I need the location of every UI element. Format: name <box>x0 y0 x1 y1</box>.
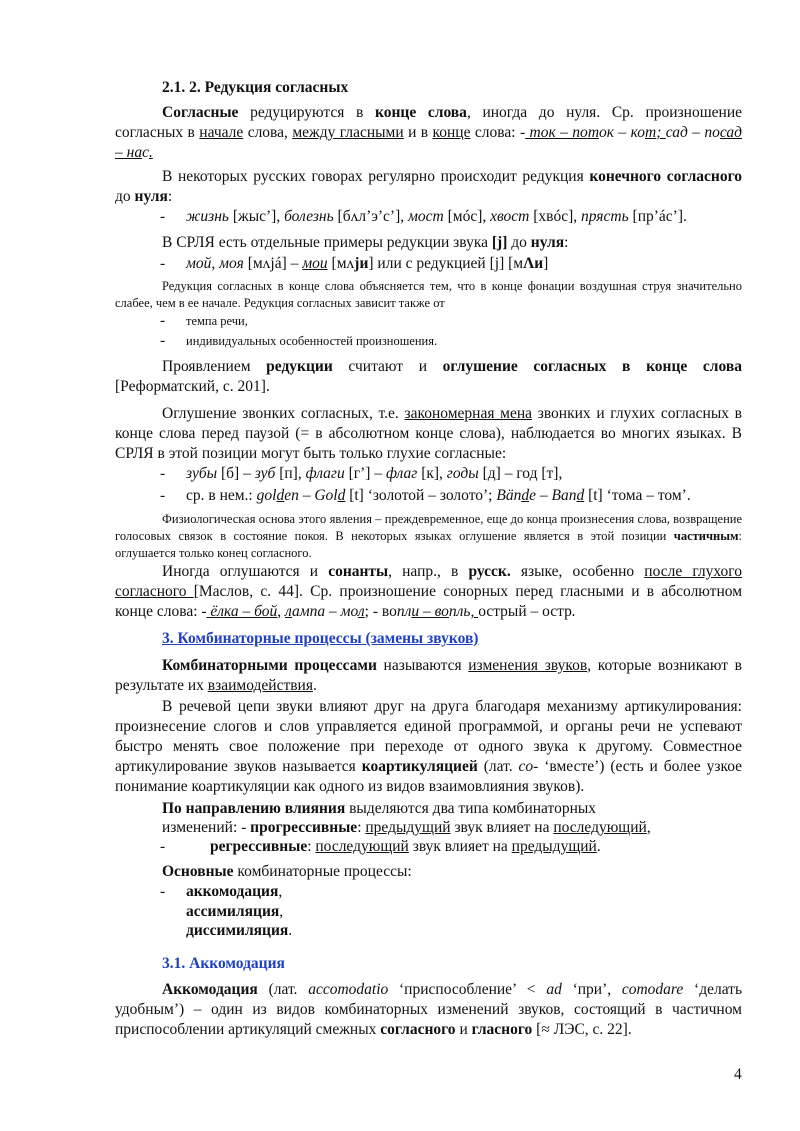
list-item-dissimilation: диссимиляция. <box>186 922 293 939</box>
list-item-accommodation: аккомодация, <box>186 883 283 900</box>
paragraph-direction-line1: По направлению влияния выделяются два типа комбинаторных <box>162 800 597 817</box>
paragraph-small-explanation: Редукция согласных в конце слова объясняется тем, что в конце фонации воздушная струя значительно слабее, чем в ее начале. Редукция согласных зависит также от <box>115 279 742 310</box>
section-heading-3-1: 3.1. Аккомодация <box>162 955 285 972</box>
list-item-assimilation: ассимиляция, <box>186 903 284 920</box>
list-item-speech-tempo: темпа речи, <box>186 314 248 328</box>
paragraph-devoicing-reformatsky: Проявлением редукции считают и оглушение согласных в конце слова [Реформатский, с. 201]. <box>115 358 742 395</box>
paragraph-direction-line2: изменений: - прогрессивные: предыдущий звук влияет на последующий, <box>162 819 651 836</box>
paragraph-main-processes: Основные комбинаторные процессы: <box>162 863 412 880</box>
paragraph-combinatory-definition: Комбинаторными процессами называются изменения звуков, которые возникают в результате их взаимодействия. <box>115 657 742 694</box>
list-bullet: - <box>160 465 166 482</box>
paragraph-srlya-j: В СРЛЯ есть отдельные примеры редукции звука [j] до нуля: <box>162 234 569 251</box>
list-bullet: - <box>160 208 166 225</box>
list-bullet: - <box>160 883 166 900</box>
list-bullet: - <box>160 312 166 329</box>
paragraph-devoicing-voiced: Оглушение звонких согласных, т.е. закономерная мена звонких и глухих согласных в конце слова перед паузой (= в абсолютном конце слова), наблюдается во многих языках. В СРЛЯ в этой позиции могут быть только глухие согласные: <box>115 405 742 462</box>
section-heading-2-1-2: 2.1. 2. Редукция согласных <box>162 79 349 96</box>
paragraph-direction-line3: регрессивные: последующий звук влияет на предыдущий. <box>210 838 601 855</box>
list-bullet: - <box>160 255 166 272</box>
list-item-russian-devoicing: зубы [б] – зуб [п], флаги [г’] – флаг [к], годы [д] – год [т], <box>186 465 563 482</box>
page-number: 4 <box>734 1066 742 1083</box>
paragraph-coarticulation: В речевой цепи звуки влияют друг на друга благодаря механизму артикулирования: произнесение слогов и слов управляется единой программой, и органы речи не успевают быстро менять свое положение при переходе от одного звука к другому. Совместное артикулирование звуков называется коартикуляцией (лат. co- ‘вместе’) (есть и более узкое понимание коартикуляции как одного из видов взаимовлияния звуков). <box>115 698 743 795</box>
list-item-dialect-examples: жизнь [жыс’], болезнь [бʌл’э’с’], мост [мóс], хвост [хвóс], прясть [пр’áс’]. <box>186 208 687 225</box>
section-heading-3[interactable]: 3. Комбинаторные процессы (замены звуков) <box>162 630 479 647</box>
paragraph-consonants-reduction: Согласные редуцируются в конце слова, иногда до нуля. Ср. произношение согласных в начале слова, между гласными и в конце слова: - ток – поток – кот; сад – посад – нас. <box>115 104 742 161</box>
paragraph-accommodation-definition: Аккомодация (лат. accomodatio ‘приспособление’ < ad ‘при’, comodare ‘делать удобным’) – один из видов комбинаторных изменений звуков, состоящий в частичном приспособлении артикуляций смежных согласного и гласного [≈ ЛЭС, с. 22]. <box>115 981 743 1038</box>
list-item-german-devoicing: ср. в нем.: golden – Gold [t] ‘золотой – золото’; Bände – Band [t] ‘тома – том’. <box>186 487 691 504</box>
paragraph-physiology: Физиологическая основа этого явления – преждевременное, еще до конца произнесения слова, возвращение голосовых связок в состояние покоя. В некоторых языках оглушение является в этой позиции частичным: оглушается только конец согласного. <box>115 512 742 560</box>
list-item-individual-features: индивидуальных особенностей произношения. <box>186 334 438 348</box>
paragraph-dialects: В некоторых русских говорах регулярно происходит редукция конечного согласного до нуля: <box>115 168 742 205</box>
list-bullet: - <box>160 838 166 855</box>
list-item-moy-examples: мой, моя [мʌjá] – мои [мʌjи] или с редукцией [j] [мΛи] <box>186 255 549 272</box>
list-bullet: - <box>160 487 166 504</box>
paragraph-sonants: Иногда оглушаются и сонанты, напр., в русск. языке, особенно после глухого согласного [Маслов, с. 44]. Ср. произношение сонорных перед гласными и в абсолютном конце слова: - ёлка – бой, лампа – мол; - вопли – вопль, острый – остр. <box>115 563 743 620</box>
list-bullet: - <box>160 332 166 349</box>
